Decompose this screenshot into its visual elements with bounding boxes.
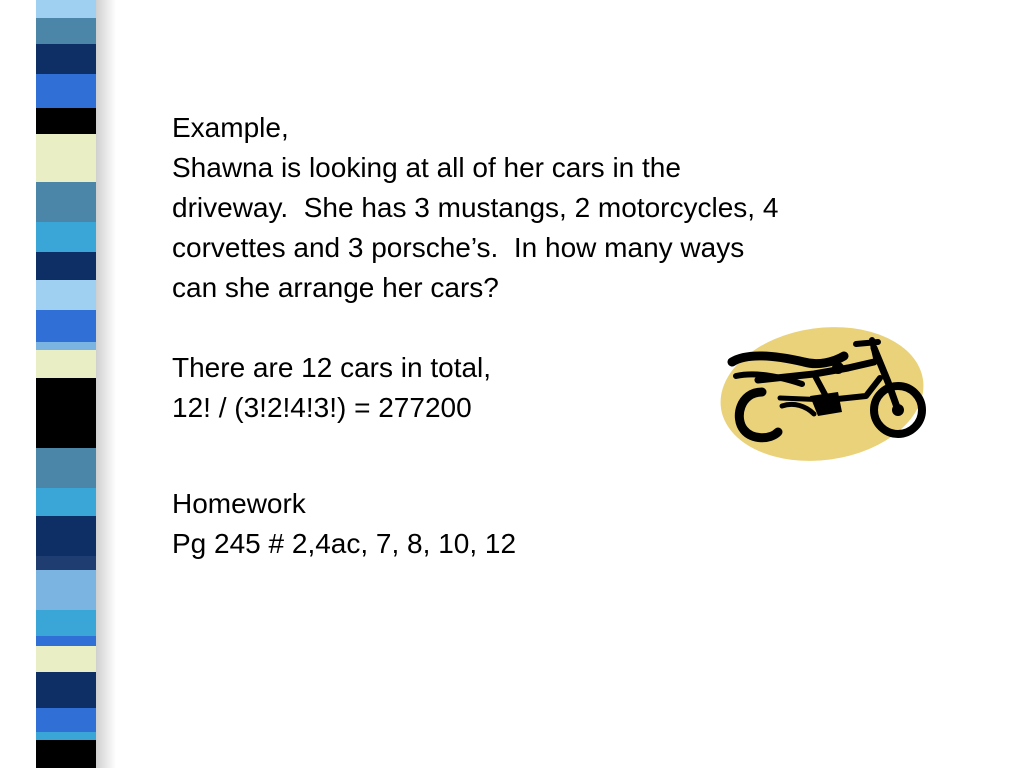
problem-line-2: driveway. She has 3 mustangs, 2 motorcycles, 4 (172, 192, 779, 223)
decorative-stripe (36, 18, 98, 44)
decorative-stripe (36, 134, 98, 164)
decorative-stripe (36, 488, 98, 516)
decorative-stripe (36, 570, 98, 610)
decorative-stripe (36, 342, 98, 350)
decorative-stripe (36, 418, 98, 448)
decorative-stripe (36, 740, 98, 768)
decorative-stripe-bar (36, 0, 98, 768)
decorative-stripe (36, 610, 98, 636)
motorcycle-icon (718, 322, 930, 468)
problem-line-3: corvettes and 3 porsche’s. In how many ways (172, 232, 745, 263)
decorative-stripe (36, 164, 98, 182)
homework-label: Homework (172, 488, 306, 519)
decorative-stripe (36, 182, 98, 222)
decorative-stripe (36, 556, 98, 570)
problem-line-1: Shawna is looking at all of her cars in the (172, 152, 681, 183)
decorative-stripe (36, 448, 98, 488)
decorative-stripe (36, 378, 98, 418)
decorative-stripe (36, 516, 98, 556)
decorative-stripe (36, 646, 98, 672)
decorative-stripe (36, 108, 98, 134)
stripe-bar-shadow (96, 0, 116, 768)
decorative-stripe (36, 310, 98, 342)
decorative-stripe (36, 74, 98, 108)
solution-line-1: There are 12 cars in total, (172, 352, 492, 383)
decorative-stripe (36, 252, 98, 280)
example-label: Example, (172, 112, 289, 143)
decorative-stripe (36, 44, 98, 74)
decorative-stripe (36, 708, 98, 732)
decorative-stripe (36, 0, 98, 18)
decorative-stripe (36, 732, 98, 740)
decorative-stripe (36, 636, 98, 646)
homework-text: Pg 245 # 2,4ac, 7, 8, 10, 12 (172, 528, 517, 559)
solution-line-2: 12! / (3!2!4!3!) = 277200 (172, 392, 472, 423)
decorative-stripe (36, 280, 98, 310)
decorative-stripe (36, 672, 98, 708)
decorative-stripe (36, 222, 98, 252)
decorative-stripe (36, 350, 98, 378)
problem-line-4: can she arrange her cars? (172, 272, 499, 303)
